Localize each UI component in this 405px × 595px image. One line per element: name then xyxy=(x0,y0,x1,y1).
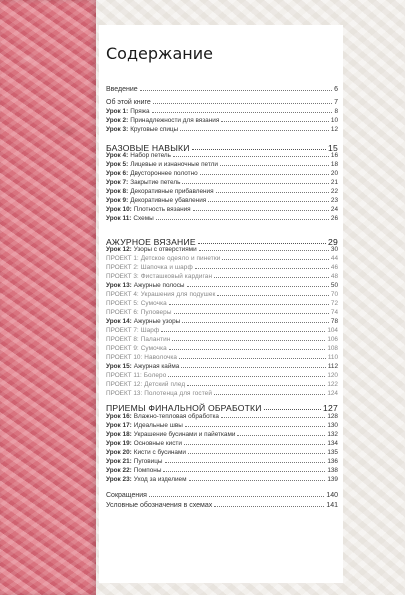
toc-entry xyxy=(106,370,338,379)
toc-entry-page: 78 xyxy=(330,318,338,325)
toc-entry-title: Украшения для подушек xyxy=(140,291,216,298)
toc-entry-title: Об этой книге xyxy=(106,99,151,106)
toc-entry-page: 112 xyxy=(327,363,338,370)
toc-entry-page: 22 xyxy=(330,188,338,195)
dot-leader xyxy=(189,479,326,481)
toc-entry-page: 104 xyxy=(327,327,338,334)
toc-entry-label: Урок 15: xyxy=(106,363,132,370)
toc-entry-title: Двустороннее полотно xyxy=(130,170,198,177)
toc-entry-title: Шарф xyxy=(140,327,160,334)
toc-entry-page: 120 xyxy=(327,372,338,379)
toc-entry-label: Урок 22: xyxy=(106,467,132,474)
toc-entry-page: 136 xyxy=(327,458,338,465)
toc-entry-label: Урок 11: xyxy=(106,215,132,222)
dot-leader xyxy=(264,408,321,410)
toc-entry-label: Урок 20: xyxy=(106,449,132,456)
dot-leader xyxy=(165,461,326,463)
toc-entry-label: Урок 9: xyxy=(106,197,129,204)
dot-leader xyxy=(174,312,329,314)
toc-entry-page: 21 xyxy=(330,179,338,186)
toc-entry-page: 30 xyxy=(330,246,338,253)
toc-entry-title: Сумочка xyxy=(140,300,167,307)
toc-entry-title: Ажурные полосы xyxy=(133,282,185,289)
toc-entry-title: Плотность вязания xyxy=(133,206,191,213)
toc-entry xyxy=(106,447,338,456)
dot-leader xyxy=(222,258,329,260)
dot-leader xyxy=(168,375,325,377)
dot-leader xyxy=(169,303,329,305)
toc-entry-title: Основные кисти xyxy=(133,440,182,447)
toc-entry-label: ПРОЕКТ 9: xyxy=(106,345,139,352)
dot-leader xyxy=(140,89,332,91)
toc-entry xyxy=(106,280,338,289)
toc-entry xyxy=(106,177,338,186)
toc-entry xyxy=(106,474,338,483)
toc-entry-label: Урок 5: xyxy=(106,161,129,168)
toc-entry xyxy=(106,352,338,361)
toc-entry xyxy=(106,343,338,352)
toc-entry-page: 26 xyxy=(330,215,338,222)
toc-entry-label: Урок 6: xyxy=(106,170,129,177)
toc-entry-title: Круговые спицы xyxy=(130,126,179,133)
toc-entry-title: Уход за изделием xyxy=(133,476,187,483)
toc-entry xyxy=(106,213,338,222)
toc-entry-title: Влажно-тепловая обработка xyxy=(133,413,219,420)
toc-entry-title: Узоры с отверстиями xyxy=(133,246,197,253)
toc-entry-page: 108 xyxy=(327,345,338,352)
toc-entry-page: 132 xyxy=(327,431,338,438)
toc-entry-label: Урок 10: xyxy=(106,206,132,213)
toc-entry-label: Урок 2: xyxy=(106,117,129,124)
toc-entry-page: 124 xyxy=(327,390,338,397)
toc-entry-page: 138 xyxy=(327,467,338,474)
toc-entry-page: 50 xyxy=(330,282,338,289)
toc-entry xyxy=(106,97,338,106)
toc-entry xyxy=(106,438,338,447)
toc-entry xyxy=(106,150,338,159)
dot-leader xyxy=(220,164,329,166)
dot-leader xyxy=(179,357,326,359)
toc-entry xyxy=(106,379,338,388)
toc-entry-page: 128 xyxy=(327,413,338,420)
toc-entry-page: 74 xyxy=(330,309,338,316)
toc-entry-title: Сокращения xyxy=(106,492,147,499)
toc-entry-title: ПРИЕМЫ ФИНАЛЬНОЙ ОБРАБОТКИ xyxy=(106,403,262,413)
toc-entry-title: Набор петель xyxy=(130,152,171,159)
toc-entry-label: ПРОЕКТ 6: xyxy=(106,309,139,316)
toc-entry-label: ПРОЕКТ 2: xyxy=(106,264,139,271)
toc-entry xyxy=(106,325,338,334)
toc-entry xyxy=(106,262,338,271)
dot-leader xyxy=(156,218,329,220)
toc-entry xyxy=(106,361,338,370)
dot-leader xyxy=(187,285,329,287)
toc-entry-title: Ажурные узоры xyxy=(133,318,181,325)
toc-entry-page: 8 xyxy=(334,108,338,115)
dot-leader xyxy=(173,155,329,157)
toc-entry-title: АЖУРНОЕ ВЯЗАНИЕ xyxy=(106,237,196,247)
toc-entry-label: Урок 3: xyxy=(106,126,129,133)
toc-entry-title: Палантин xyxy=(140,336,171,343)
toc-entry-label: ПРОЕКТ 12: xyxy=(106,381,143,388)
toc-entry-title: Полотенца для гостей xyxy=(144,390,212,397)
dot-leader xyxy=(184,443,325,445)
dot-leader xyxy=(214,276,329,278)
dot-leader xyxy=(187,384,325,386)
toc-entry xyxy=(106,115,338,124)
toc-entry xyxy=(106,271,338,280)
toc-entry-title: Болеро xyxy=(143,372,167,379)
toc-entry-title: Идеальные швы xyxy=(133,422,183,429)
toc-entry-page: 134 xyxy=(327,440,338,447)
toc-entry-label: Урок 14: xyxy=(106,318,132,325)
toc-entry-page: 29 xyxy=(328,237,338,247)
toc-entry-label: ПРОЕКТ 5: xyxy=(106,300,139,307)
toc-entry-page: 12 xyxy=(330,126,338,133)
dot-leader xyxy=(214,505,324,507)
toc-entry-page: 130 xyxy=(327,422,338,429)
toc-entry-page: 44 xyxy=(330,255,338,262)
toc-entry-page: 23 xyxy=(330,197,338,204)
toc-entry xyxy=(106,106,338,115)
toc-entry-page: 20 xyxy=(330,170,338,177)
toc-entry-title: Шапочка и шарф xyxy=(140,264,193,271)
toc-entry-label: Урок 13: xyxy=(106,282,132,289)
dot-leader xyxy=(195,267,329,269)
toc-entry-label: ПРОЕКТ 1: xyxy=(106,255,139,262)
toc-entry-title: Кисти с бусинами xyxy=(133,449,186,456)
toc-entry xyxy=(106,289,338,298)
toc-entry-title: Декоративные прибавления xyxy=(130,188,214,195)
toc-entry-page: 139 xyxy=(327,476,338,483)
toc-entry xyxy=(106,334,338,343)
dot-leader xyxy=(214,393,325,395)
toc-entry-page: 106 xyxy=(327,336,338,343)
toc-entry-title: Пуловеры xyxy=(140,309,172,316)
toc-entry-title: Декоративные убавления xyxy=(130,197,207,204)
toc-entry-label: Урок 1: xyxy=(106,108,129,115)
dot-leader xyxy=(169,348,326,350)
toc-entry-title: Фисташковый кардиган xyxy=(140,273,213,280)
toc-entry-label: Урок 23: xyxy=(106,476,132,483)
dot-leader xyxy=(185,425,326,427)
toc-entry xyxy=(106,388,338,397)
toc-entry xyxy=(106,253,338,262)
toc-entry xyxy=(106,195,338,204)
toc-entry-page: 24 xyxy=(330,206,338,213)
dot-leader xyxy=(181,366,325,368)
dot-leader xyxy=(180,129,329,131)
toc-entry xyxy=(106,168,338,177)
toc-entry-title: Закрытие петель xyxy=(130,179,181,186)
toc-entry-page: 127 xyxy=(323,403,338,413)
toc-entry xyxy=(106,84,338,93)
toc-entry-page: 10 xyxy=(330,117,338,124)
toc-entry-label: Урок 17: xyxy=(106,422,132,429)
toc-entry xyxy=(106,456,338,465)
toc-entry xyxy=(106,298,338,307)
toc-entry-title: Детское одеяло и пинетки xyxy=(140,255,221,262)
toc-entry-page: 6 xyxy=(334,86,338,93)
dot-leader xyxy=(161,330,325,332)
dot-leader xyxy=(188,452,325,454)
dot-leader xyxy=(208,200,329,202)
dot-leader xyxy=(152,111,333,113)
toc-entry xyxy=(106,490,338,499)
toc-entry-label: Урок 7: xyxy=(106,179,129,186)
toc-entry xyxy=(106,159,338,168)
toc-entry-page: 141 xyxy=(326,502,338,509)
toc-entry-title: БАЗОВЫЕ НАВЫКИ xyxy=(106,143,190,153)
dot-leader xyxy=(200,173,329,175)
toc-entry-label: Урок 18: xyxy=(106,431,132,438)
dot-leader xyxy=(221,416,325,418)
toc-entry-label: ПРОЕКТ 7: xyxy=(106,327,139,334)
toc-entry xyxy=(106,420,338,429)
toc-entry-page: 7 xyxy=(334,99,338,106)
dot-leader xyxy=(182,321,329,323)
toc-entry-page: 48 xyxy=(330,273,338,280)
toc-entry-label: Урок 12: xyxy=(106,246,132,253)
dot-leader xyxy=(182,182,328,184)
toc-entry-title: Условные обозначения в схемах xyxy=(106,502,213,509)
toc-entry xyxy=(106,124,338,133)
toc-entry-label: ПРОЕКТ 8: xyxy=(106,336,139,343)
toc-entry xyxy=(106,186,338,195)
toc-entry-title: Принадлежности для вязания xyxy=(130,117,220,124)
toc-entry-label: Урок 8: xyxy=(106,188,129,195)
toc-entry-label: ПРОЕКТ 4: xyxy=(106,291,139,298)
toc-entry-title: Лицевые и изнаночные петли xyxy=(130,161,218,168)
toc-entry-label: ПРОЕКТ 3: xyxy=(106,273,139,280)
toc-entry-label: ПРОЕКТ 13: xyxy=(106,390,143,397)
toc-entry-page: 46 xyxy=(330,264,338,271)
toc-entry-page: 135 xyxy=(327,449,338,456)
dot-leader xyxy=(221,120,329,122)
toc-entry-title: Введение xyxy=(106,86,138,93)
dot-leader xyxy=(199,249,329,251)
toc-entry xyxy=(106,500,338,509)
toc-entry-title: Пряжа xyxy=(130,108,150,115)
knitted-yarn-stripe xyxy=(0,0,96,595)
toc-entry-label: ПРОЕКТ 10: xyxy=(106,354,143,361)
toc-entry xyxy=(106,465,338,474)
toc-entry-title: Схемы xyxy=(133,215,154,222)
toc-entry xyxy=(106,244,338,253)
dot-leader xyxy=(149,495,324,497)
toc-entry-page: 72 xyxy=(330,300,338,307)
dot-leader xyxy=(216,191,329,193)
toc-entry-page: 110 xyxy=(327,354,338,361)
dot-leader xyxy=(172,339,325,341)
toc-entry-title: Ажурная кайма xyxy=(133,363,180,370)
toc-entry-page: 122 xyxy=(327,381,338,388)
toc-entry xyxy=(106,429,338,438)
toc-entry-title: Наволочка xyxy=(144,354,178,361)
page-title: Содержание xyxy=(106,44,213,63)
toc-entry-page: 18 xyxy=(330,161,338,168)
toc-entry-title: Пуговицы xyxy=(133,458,163,465)
toc-entry-page: 140 xyxy=(326,492,338,499)
toc-entry-title: Детский плед xyxy=(144,381,186,388)
dot-leader xyxy=(237,434,325,436)
dot-leader xyxy=(193,209,329,211)
toc-entry-page: 16 xyxy=(330,152,338,159)
toc-entry-label: ПРОЕКТ 11: xyxy=(106,372,142,379)
toc-entry xyxy=(106,307,338,316)
toc-entry-label: Урок 16: xyxy=(106,413,132,420)
toc-entry-title: Украшение бусинами и пайетками xyxy=(133,431,236,438)
toc-entry-title: Помпоны xyxy=(133,467,162,474)
dot-leader xyxy=(163,470,325,472)
toc-entry-page: 70 xyxy=(330,291,338,298)
toc-entry xyxy=(106,204,338,213)
toc-entry-title: Сумочка xyxy=(140,345,167,352)
dot-leader xyxy=(217,294,328,296)
toc-entry-label: Урок 4: xyxy=(106,152,129,159)
toc-entry xyxy=(106,316,338,325)
toc-entry-label: Урок 21: xyxy=(106,458,132,465)
toc-entry xyxy=(106,411,338,420)
toc-entry-label: Урок 19: xyxy=(106,440,132,447)
toc-entry-page: 15 xyxy=(328,143,338,153)
dot-leader xyxy=(153,102,332,104)
